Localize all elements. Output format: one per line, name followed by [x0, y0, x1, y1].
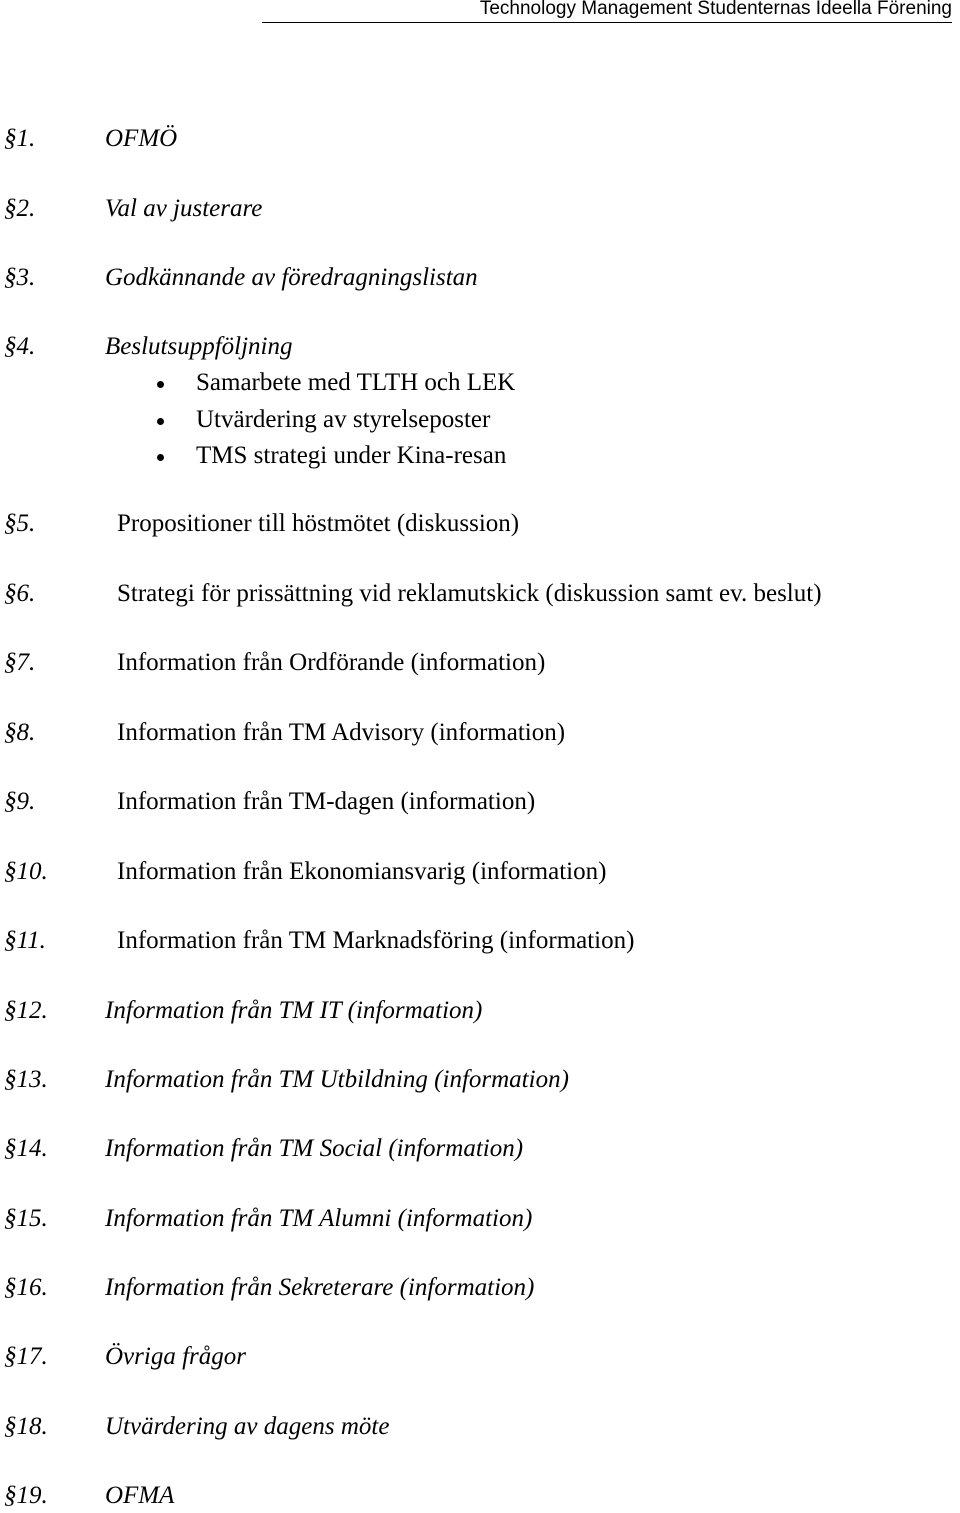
bullet-icon [157, 418, 164, 425]
item-number: §4. [4, 333, 36, 360]
item-label: Information från TM Social (information) [105, 1135, 524, 1162]
item-number: §18. [4, 1413, 48, 1440]
item-label: Information från TM Utbildning (information) [105, 1066, 569, 1093]
sub-item-text: TMS strategi under Kina-resan [196, 442, 507, 469]
item-label: Information från Ordförande (information) [117, 649, 546, 676]
item-label: OFMA [105, 1482, 175, 1509]
item-label: Information från TM IT (information) [105, 997, 483, 1024]
page-header: Technology Management Studenternas Ideella Förening [262, 0, 952, 23]
item-label: Information från TM Alumni (information) [105, 1205, 533, 1232]
item-number: §1. [4, 125, 36, 152]
item-number: §6. [4, 580, 36, 607]
item-label: Information från TM-dagen (information) [117, 788, 536, 815]
item-number: §5. [4, 510, 36, 537]
item-label: Information från TM Advisory (information) [117, 719, 566, 746]
item-number: §14. [4, 1135, 48, 1162]
item-label: Val av justerare [105, 195, 263, 222]
item-number: §16. [4, 1274, 48, 1301]
item-label: Propositioner till höstmötet (diskussion) [117, 510, 520, 537]
item-label: Information från TM Marknadsföring (information) [117, 927, 635, 954]
item-number: §9. [4, 788, 36, 815]
item-label: Godkännande av föredragningslistan [105, 264, 478, 291]
item-number: §17. [4, 1343, 48, 1370]
item-number: §10. [4, 858, 48, 885]
item-label: Information från Ekonomiansvarig (information) [117, 858, 607, 885]
item-number: §15. [4, 1205, 48, 1232]
item-number: §3. [4, 264, 36, 291]
item-number: §13. [4, 1066, 48, 1093]
item-number: §11. [4, 927, 46, 954]
item-number: §7. [4, 649, 36, 676]
item-number: §19. [4, 1482, 48, 1509]
item-label: Beslutsuppföljning [105, 333, 293, 360]
item-label: Övriga frågor [105, 1343, 246, 1370]
item-number: §2. [4, 195, 36, 222]
item-label: OFMÖ [105, 125, 178, 152]
item-label: Utvärdering av dagens möte [105, 1413, 390, 1440]
item-label: Information från Sekreterare (information) [105, 1274, 535, 1301]
item-number: §12. [4, 997, 48, 1024]
item-label: Strategi för prissättning vid reklamutskick (diskussion samt ev. beslut) [117, 580, 822, 607]
bullet-icon [157, 454, 164, 461]
sub-item-text: Utvärdering av styrelseposter [196, 406, 491, 433]
bullet-icon [157, 381, 164, 388]
item-number: §8. [4, 719, 36, 746]
sub-item-text: Samarbete med TLTH och LEK [196, 369, 516, 396]
